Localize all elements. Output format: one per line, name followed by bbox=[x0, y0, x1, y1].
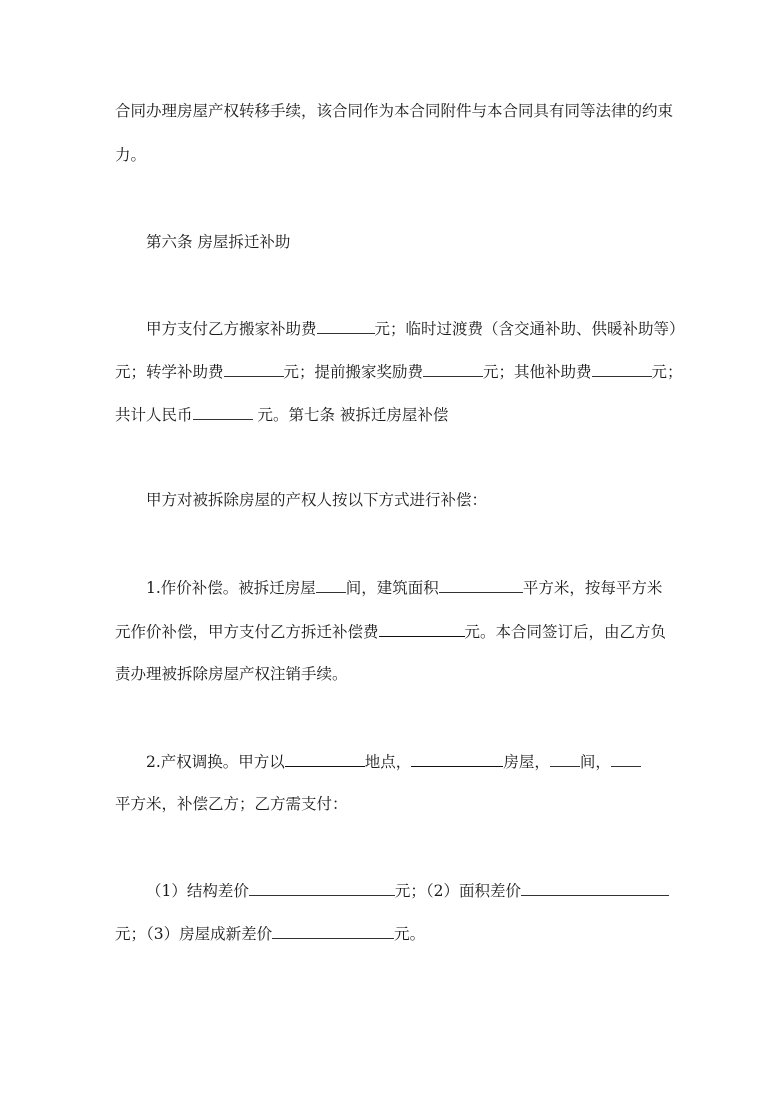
paragraph-line: 元；（3）房屋成新差价 元。 bbox=[115, 925, 426, 943]
fill-blank[interactable] bbox=[611, 751, 641, 767]
paragraph-line: 责办理被拆除房屋产权注销手续。 bbox=[115, 665, 348, 683]
fill-blank[interactable] bbox=[379, 621, 465, 637]
fill-blank[interactable] bbox=[423, 361, 483, 377]
paragraph-line: 甲方支付乙方搬家补助费 元；临时过渡费（含交通补助、供暖补助等） bbox=[146, 320, 685, 338]
fill-blank[interactable] bbox=[316, 577, 346, 593]
paragraph-line: 合同办理房屋产权转移手续，该合同作为本合同附件与本合同具有同等法律的约束 bbox=[115, 102, 674, 120]
paragraph-line: 元；转学补助费 元；提前搬家奖励费 元；其他补助费 元； bbox=[115, 363, 683, 381]
section-heading: 第六条 房屋拆迁补助 bbox=[146, 233, 291, 251]
fill-blank[interactable] bbox=[224, 361, 284, 377]
fill-blank[interactable] bbox=[193, 404, 253, 420]
fill-blank[interactable] bbox=[272, 923, 394, 939]
fill-blank[interactable] bbox=[592, 361, 652, 377]
paragraph-line: 元作价补偿，甲方支付乙方拆迁补偿费 元。本合同签订后，由乙方负 bbox=[115, 623, 667, 641]
fill-blank[interactable] bbox=[285, 751, 365, 767]
fill-blank[interactable] bbox=[550, 751, 580, 767]
fill-blank[interactable] bbox=[411, 751, 503, 767]
paragraph-line: 力。 bbox=[115, 146, 147, 164]
paragraph-line: 2.产权调换。甲方以 地点， 房屋， 间， bbox=[146, 751, 641, 772]
paragraph-line: （1）结构差价 元；（2）面积差价 bbox=[146, 880, 669, 901]
paragraph-line: 平方米，补偿乙方；乙方需支付： bbox=[115, 795, 348, 813]
fill-blank[interactable] bbox=[521, 880, 669, 896]
paragraph-line: 甲方对被拆除房屋的产权人按以下方式进行补偿： bbox=[146, 491, 488, 509]
paragraph-line: 共计人民币 元。第七条 被拆迁房屋补偿 bbox=[115, 406, 449, 424]
fill-blank[interactable] bbox=[249, 880, 395, 896]
paragraph-line: 1.作价补偿。被拆迁房屋 间，建筑面积 平方米，按每平方米 bbox=[146, 579, 663, 597]
fill-blank[interactable] bbox=[317, 318, 375, 334]
fill-blank[interactable] bbox=[439, 577, 523, 593]
